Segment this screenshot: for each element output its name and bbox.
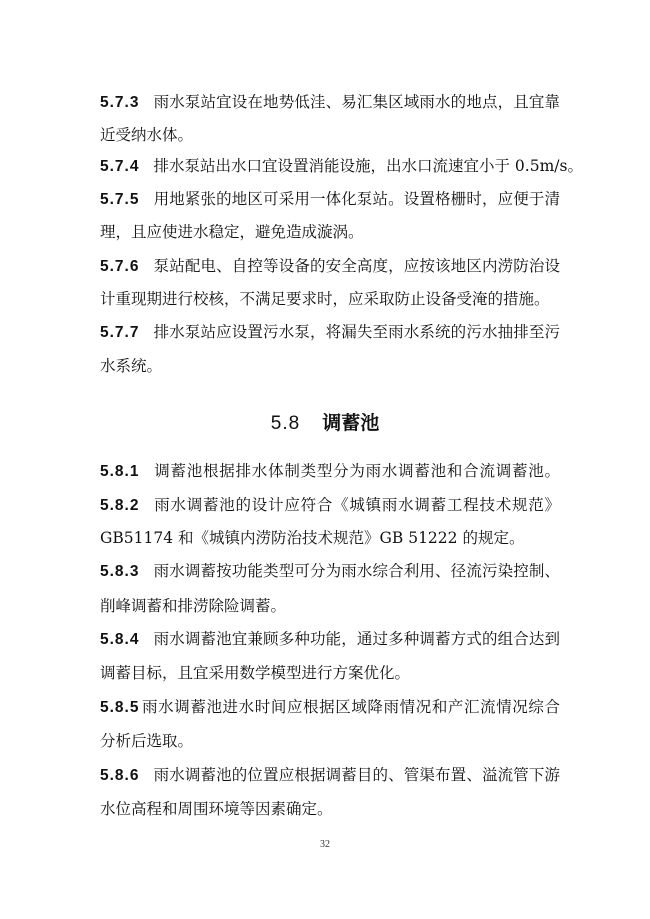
clause-5-7-5-line-2 — [100, 222, 560, 242]
clause-number: 5.8.6 — [100, 767, 140, 784]
clause-number: 5.8.5 — [100, 699, 140, 716]
clause-5-8-1-line-1 — [100, 461, 560, 482]
clause-text: 调蓄池根据排水体制类型分为雨水调蓄池和合流调蓄池。 — [153, 462, 560, 480]
clause-5-7-5-line-1 — [100, 189, 560, 210]
clause-5-8-2-line-1 — [100, 495, 560, 516]
clause-5-8-4-line-1 — [100, 629, 560, 650]
clause-number: 5.8.4 — [100, 631, 140, 648]
section-heading — [0, 410, 650, 437]
clause-text: 分析后选取。 — [100, 732, 194, 750]
clause-text: 排水泵站出水口宜设置消能设施，出水口流速宜小于 0.5m/s。 — [153, 157, 583, 175]
clause-5-8-2-line-2 — [100, 528, 560, 548]
clause-text: 泵站配电、自控等设备的安全高度，应按该地区内涝防治设 — [153, 257, 560, 275]
clause-number: 5.7.5 — [100, 191, 140, 208]
page-number: 32 — [320, 839, 330, 850]
clause-text: 用地紧张的地区可采用一体化泵站。设置格栅时，应便于清 — [153, 190, 560, 208]
clause-number: 5.7.4 — [100, 158, 140, 175]
clause-text: GB51174 和《城镇内涝防治技术规范》GB 51222 的规定。 — [100, 529, 525, 547]
clause-5-8-6-line-1 — [100, 765, 560, 786]
clause-text: 雨水调蓄池的位置应根据调蓄目的、管渠布置、溢流管下游 — [153, 766, 560, 784]
section-number: 5.8 — [270, 413, 301, 434]
clause-number: 5.8.2 — [100, 497, 140, 514]
clause-number: 5.8.1 — [100, 463, 140, 480]
clause-text: 水位高程和周围环境等因素确定。 — [100, 800, 333, 818]
clause-number: 5.7.6 — [100, 258, 140, 275]
clause-5-8-5-line-1 — [100, 697, 560, 718]
clause-text: 雨水调蓄池的设计应符合《城镇雨水调蓄工程技术规范》 — [153, 496, 560, 514]
clause-number: 5.7.7 — [100, 324, 140, 341]
clause-text: 计重现期进行校核，不满足要求时，应采取防止设备受淹的措施。 — [100, 290, 550, 308]
clause-text: 调蓄目标，且宜采用数学模型进行方案优化。 — [100, 664, 411, 682]
clause-5-7-7-line-2 — [100, 356, 560, 376]
clause-text: 削峰调蓄和排涝除险调蓄。 — [100, 597, 287, 615]
clause-5-7-3-line-1 — [100, 92, 560, 113]
clause-5-7-3-line-2 — [100, 125, 560, 145]
clause-5-8-3-line-1 — [100, 561, 560, 582]
clause-text: 近受纳水体。 — [100, 126, 194, 144]
clause-5-8-4-line-2 — [100, 663, 560, 683]
clause-5-7-4-line-1 — [100, 156, 583, 177]
clause-text: 水系统。 — [100, 357, 163, 375]
clause-5-7-6-line-1 — [100, 256, 560, 277]
clause-number: 5.8.3 — [100, 563, 140, 580]
clause-number: 5.7.3 — [100, 94, 140, 111]
clause-5-8-3-line-2 — [100, 596, 560, 616]
clause-text: 理，且应使进水稳定，避免造成漩涡。 — [100, 223, 364, 241]
clause-text: 雨水调蓄按功能类型可分为雨水综合利用、径流污染控制、 — [153, 562, 560, 580]
clause-5-7-7-line-1 — [100, 322, 560, 343]
clause-5-7-6-line-2 — [100, 289, 560, 309]
clause-text: 排水泵站应设置污水泵，将漏失至雨水系统的污水抽排至污 — [153, 323, 560, 341]
clause-text: 雨水泵站宜设在地势低洼、易汇集区域雨水的地点，且宜靠 — [153, 93, 560, 111]
section-title: 调蓄池 — [322, 412, 380, 434]
clause-text: 雨水调蓄池进水时间应根据区域降雨情况和产汇流情况综合 — [141, 698, 560, 716]
clause-5-8-6-line-2 — [100, 799, 560, 819]
clause-5-8-5-line-2 — [100, 731, 560, 751]
clause-text: 雨水调蓄池宜兼顾多种功能，通过多种调蓄方式的组合达到 — [153, 630, 560, 648]
